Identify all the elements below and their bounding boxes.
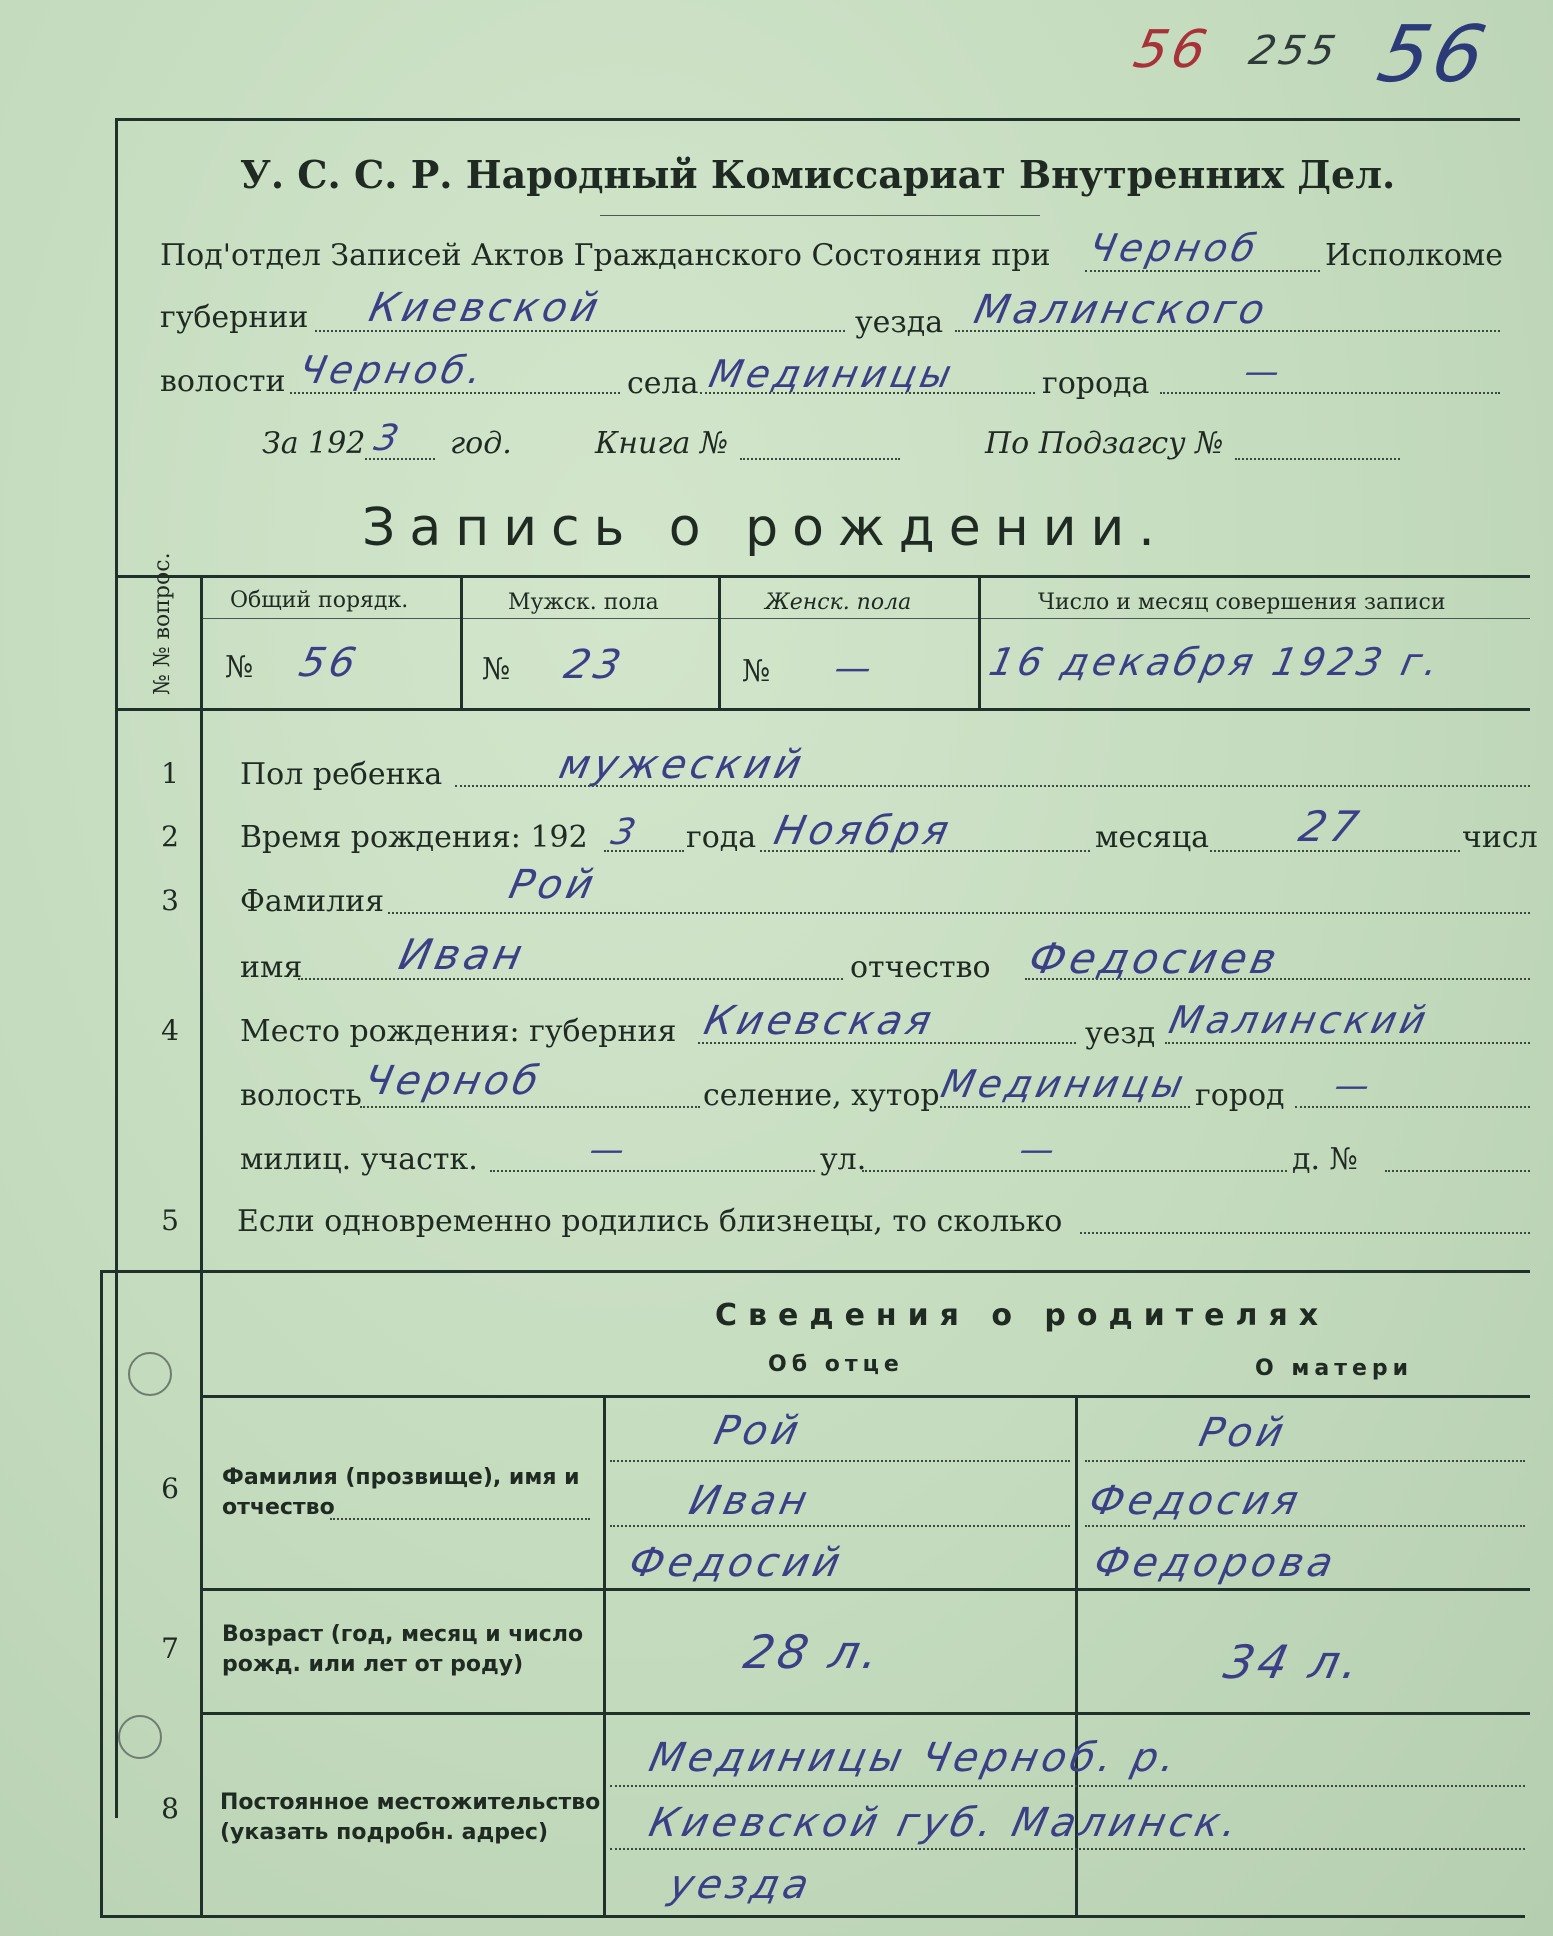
uezd-label: уезда — [855, 305, 944, 340]
address-text-line2: Киевской губ. Малинск. — [645, 1800, 1246, 1846]
numbers-table-top — [115, 575, 1530, 578]
q6-label-line2: отчество — [222, 1495, 335, 1520]
street-value: — — [1015, 1130, 1063, 1170]
q8-number: 8 — [161, 1792, 179, 1825]
father-name: Иван — [685, 1478, 816, 1524]
militia-label: милиц. участк. — [240, 1142, 478, 1177]
page-title: У. С. С. Р. Народный Комиссариат Внутренних Дел. — [240, 152, 1396, 197]
numbers-table-header-line — [200, 618, 1530, 619]
subdept-label: Под'отдел Записей Актов Гражданского Состояния при — [160, 238, 1051, 273]
street-line — [862, 1170, 1287, 1172]
mother-line-2 — [1085, 1525, 1525, 1527]
q7-label-line2: рожд. или лет от роду) — [222, 1652, 524, 1677]
mother-patronymic: Федорова — [1090, 1540, 1342, 1586]
archive-number-pencil: 255 — [1245, 28, 1344, 74]
podzags-line — [1235, 458, 1400, 460]
q3-line — [388, 912, 1530, 914]
birth-volost-label: волость — [240, 1078, 362, 1113]
birth-volost-value: Черноб — [360, 1058, 547, 1104]
q8-label-line1: Постоянное местожительство — [220, 1790, 601, 1815]
gorod-value: — — [1240, 352, 1288, 392]
parents-divider-1 — [603, 1395, 606, 1915]
subdept-line — [1085, 270, 1320, 272]
village-line — [940, 1106, 1190, 1108]
record-date-value: 16 декабря 1923 г. — [985, 640, 1447, 684]
patronymic-label: отчество — [850, 950, 991, 985]
border-bottom — [100, 1915, 1525, 1918]
q4-label: Место рождения: губерния — [240, 1014, 677, 1049]
selo-label: села — [627, 366, 699, 401]
father-line-1 — [610, 1460, 1070, 1462]
border-left — [115, 118, 118, 1818]
name-line — [298, 978, 843, 980]
book-line — [740, 458, 900, 460]
q4-uezd-line — [1165, 1042, 1530, 1044]
house-label: д. № — [1292, 1142, 1358, 1177]
q4-uezd-value: Малинский — [1165, 998, 1434, 1042]
year-digit: 3 — [370, 418, 407, 459]
volost-label: волости — [160, 364, 286, 399]
name-value: Иван — [394, 930, 531, 979]
parents-section-top — [100, 1270, 1530, 1273]
q2-year-word: года — [686, 820, 757, 855]
q2-day-word: числ — [1462, 820, 1538, 855]
archive-number-blue: 56 — [1370, 10, 1497, 100]
numbers-divider-3 — [978, 575, 981, 708]
birth-city-line — [1295, 1106, 1530, 1108]
father-patronymic: Федосий — [625, 1540, 849, 1586]
militia-line — [490, 1170, 815, 1172]
q3-value: Рой — [505, 862, 602, 908]
father-line-2 — [610, 1525, 1070, 1527]
q6-number: 6 — [161, 1472, 179, 1505]
row7-bottom — [200, 1712, 1530, 1715]
general-order-label: Общий порядк. — [230, 588, 409, 613]
mother-age: 34 л. — [1219, 1635, 1368, 1689]
q2-day-value: 27 — [1294, 802, 1367, 851]
mother-name: Федосия — [1085, 1478, 1307, 1524]
q3-label: Фамилия — [240, 884, 385, 919]
gorod-label: города — [1042, 366, 1150, 401]
selo-value: Мединицы — [705, 352, 960, 396]
q2-number: 2 — [161, 820, 179, 853]
q8-label-line2: (указать подробн. адрес) — [220, 1820, 549, 1845]
village-label: селение, хутор — [703, 1078, 940, 1113]
male-label: Мужск. пола — [508, 590, 659, 615]
book-label: Книга № — [595, 426, 729, 461]
mother-surname: Рой — [1195, 1410, 1292, 1456]
address-text-line3: уезда — [665, 1862, 817, 1908]
row6-bottom — [200, 1588, 1530, 1591]
male-value: 23 — [560, 642, 629, 688]
birth-volost-line — [360, 1106, 700, 1108]
general-no-sign: № — [225, 650, 254, 685]
name-label: имя — [240, 950, 303, 985]
q4-gub-value: Киевская — [700, 998, 940, 1044]
birth-city-label: город — [1195, 1078, 1285, 1113]
birth-city-value: — — [1330, 1066, 1378, 1106]
q6-label-line1: Фамилия (прозвище), имя и — [222, 1465, 580, 1490]
gubernia-label: губернии — [160, 300, 309, 335]
doc-title: Запись о рождении. — [362, 498, 1169, 558]
uezd-value: Малинского — [970, 287, 1273, 333]
gubernia-value: Киевской — [365, 285, 607, 331]
mother-header: О матери — [1255, 1356, 1414, 1381]
general-order-value: 56 — [295, 640, 364, 686]
q2-label: Время рождения: 192 — [240, 820, 588, 855]
q6-label-dots — [330, 1518, 590, 1520]
q1-label: Пол ребенка — [240, 757, 443, 792]
q2-year-digit: 3 — [607, 812, 644, 853]
year-prefix: За 192 — [262, 426, 366, 461]
female-value: — — [830, 648, 880, 689]
gorod-line — [1160, 392, 1500, 394]
father-header: Об отце — [768, 1352, 904, 1377]
village-value: Мединицы — [937, 1062, 1192, 1106]
border-top — [115, 118, 1520, 121]
binder-hole-lower — [118, 1715, 162, 1759]
q5-number: 5 — [161, 1204, 179, 1237]
podzags-label: По Подзагсу № — [985, 426, 1224, 461]
question-side-label: № № вопрос. — [150, 552, 175, 695]
mother-line-1 — [1085, 1460, 1525, 1462]
patronymic-value: Федосиев — [1024, 934, 1285, 983]
border-left-lower — [100, 1270, 103, 1918]
year-suffix: год. — [450, 426, 512, 461]
father-age: 28 л. — [739, 1625, 888, 1679]
female-no-sign: № — [742, 654, 771, 689]
male-no-sign: № — [482, 652, 511, 687]
address-line-2 — [610, 1848, 1525, 1850]
q1-value: мужеский — [555, 742, 810, 788]
q2-month-value: Ноября — [770, 808, 957, 854]
archive-number-red: 56 — [1128, 20, 1216, 80]
numbers-divider-1 — [460, 575, 463, 708]
volost-value: Черноб. — [295, 348, 490, 392]
q3-number: 3 — [161, 884, 179, 917]
parents-title: Сведения о родителях — [715, 1298, 1330, 1333]
numbers-divider-2 — [718, 575, 721, 708]
militia-value: — — [585, 1130, 633, 1170]
address-text-line1: Мединицы Черноб. р. — [645, 1735, 1184, 1781]
parents-table-top — [200, 1395, 1530, 1398]
house-line — [1385, 1170, 1530, 1172]
q5-label: Если одновременно родились близнецы, то сколько — [237, 1204, 1063, 1239]
subdept-value: Черноб — [1085, 226, 1264, 270]
volost-line — [290, 392, 620, 394]
title-underline — [600, 215, 1040, 216]
binder-hole-upper — [128, 1352, 172, 1396]
q7-label-line1: Возраст (год, месяц и число — [222, 1622, 584, 1647]
numbers-table-bottom — [115, 708, 1530, 711]
q5-line — [1080, 1232, 1530, 1234]
female-label: Женск. пола — [765, 590, 912, 615]
q4-uezd-label: уезд — [1085, 1016, 1156, 1051]
ispolkom-label: Исполкоме — [1325, 238, 1503, 273]
street-label: ул. — [820, 1142, 867, 1177]
address-line-1 — [610, 1785, 1525, 1787]
q7-number: 7 — [161, 1632, 179, 1665]
q2-month-word: месяца — [1095, 820, 1209, 855]
record-date-label: Число и месяц совершения записи — [1038, 590, 1446, 615]
father-surname: Рой — [710, 1408, 807, 1454]
q4-number: 4 — [161, 1014, 179, 1047]
q1-number: 1 — [161, 757, 179, 790]
